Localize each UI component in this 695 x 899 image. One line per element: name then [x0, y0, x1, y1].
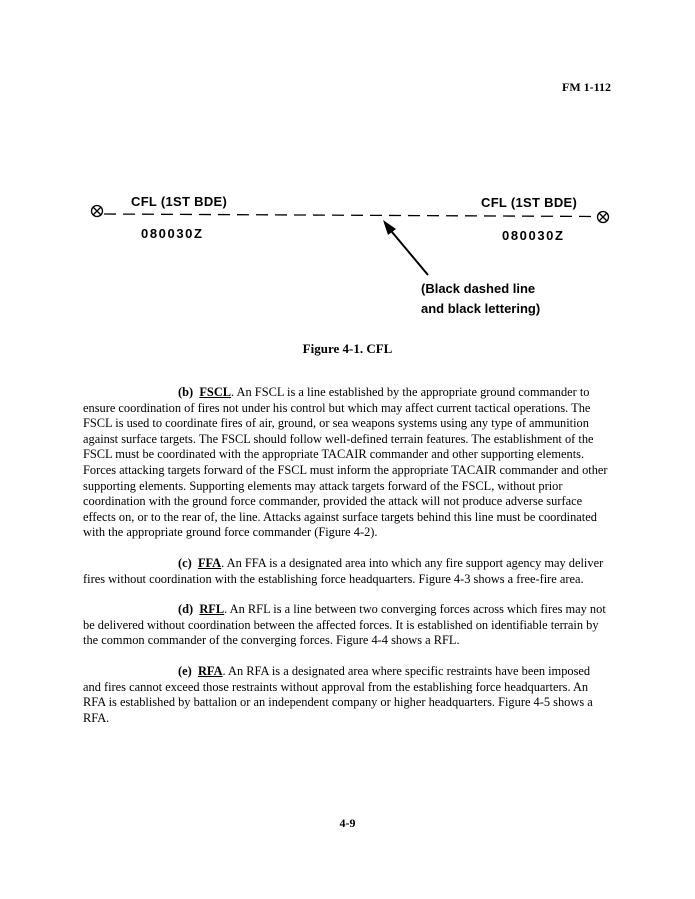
page-number: 4-9: [339, 816, 356, 830]
left-line-label: CFL (1ST BDE): [131, 194, 228, 209]
right-time-label: 080030Z: [502, 228, 565, 243]
cfl-dashed-line: [104, 214, 597, 217]
figure-cfl: [0, 0, 695, 340]
paragraph-rfl: [83, 602, 611, 649]
figure-note-line2: and black lettering): [421, 301, 541, 316]
figure-note-line1: (Black dashed line: [421, 281, 536, 296]
paragraph-marker: (b): [178, 385, 194, 399]
paragraph-ffa: [83, 556, 611, 587]
left-endpoint-icon: [92, 206, 103, 217]
body-text: [83, 385, 611, 741]
figure-caption: Figure 4-1. CFL: [302, 341, 393, 356]
paragraph-text: . An FSCL is a line established by the appropriate ground commander to ensure coordination of fires not under his control but which may affect current tactical operations. The FSCL is used to coordinate fires of air, ground, or sea weapons systems using any type of ammunition against surface targets. The FSCL should follow well-defined terrain features. The establishment of the FSCL must be coordinated with the appropriate TACAIR commander and other supporting elements. Forces attacking targets forward of the FSCL must inform the appropriate TACAIR commander and other supporting elements. Supporting elements may attack targets forward of the FSCL, without prior coordination with the ground force commander, provided the attack will not produce adverse surface effects on, or to the rear of, the line. Attacks against surface targets behind this line must be coordinated with the appropriate ground force commander (Figure 4-2).: [83, 385, 608, 540]
cfl-diagram: [0, 0, 695, 340]
left-time-label: 080030Z: [141, 226, 204, 241]
paragraph-marker: (c): [178, 555, 192, 570]
document-id: FM 1-112: [562, 80, 611, 94]
term-ffa: FFA: [197, 555, 222, 570]
term-rfl: RFL: [199, 602, 225, 617]
paragraph-text: . An RFA is a designated area where specific restraints have been imposed and fires cannot exceed those restraints without approval from the establishing force headquarters. An RFA is established by battalion or an independent company or higher headquarters. Figure 4-5 shows a RFA.: [83, 663, 593, 725]
right-endpoint-icon: [598, 212, 609, 223]
paragraph-fscl: [83, 385, 611, 541]
paragraph-rfa: [83, 664, 611, 726]
paragraph-marker: (e): [178, 663, 192, 678]
right-line-label: CFL (1ST BDE): [481, 195, 578, 210]
figure-note: [421, 279, 540, 319]
term-rfa: RFA: [197, 663, 223, 678]
paragraph-text: . An FFA is a designated area into which any fire support agency may deliver fires without coordination with the establishing force headquarters. Figure 4-3 shows a free-fire area.: [83, 555, 604, 586]
pointer-arrow-icon: [383, 220, 428, 275]
paragraph-marker: (d): [178, 602, 194, 617]
term-fscl: FSCL: [199, 385, 232, 399]
paragraph-text: . An RFL is a line between two converging forces across which fires may not be delivered without coordination between the affected forces. It is established on identifiable terrain by the common commander of the converging forces. Figure 4-4 shows a RFL.: [83, 602, 606, 648]
